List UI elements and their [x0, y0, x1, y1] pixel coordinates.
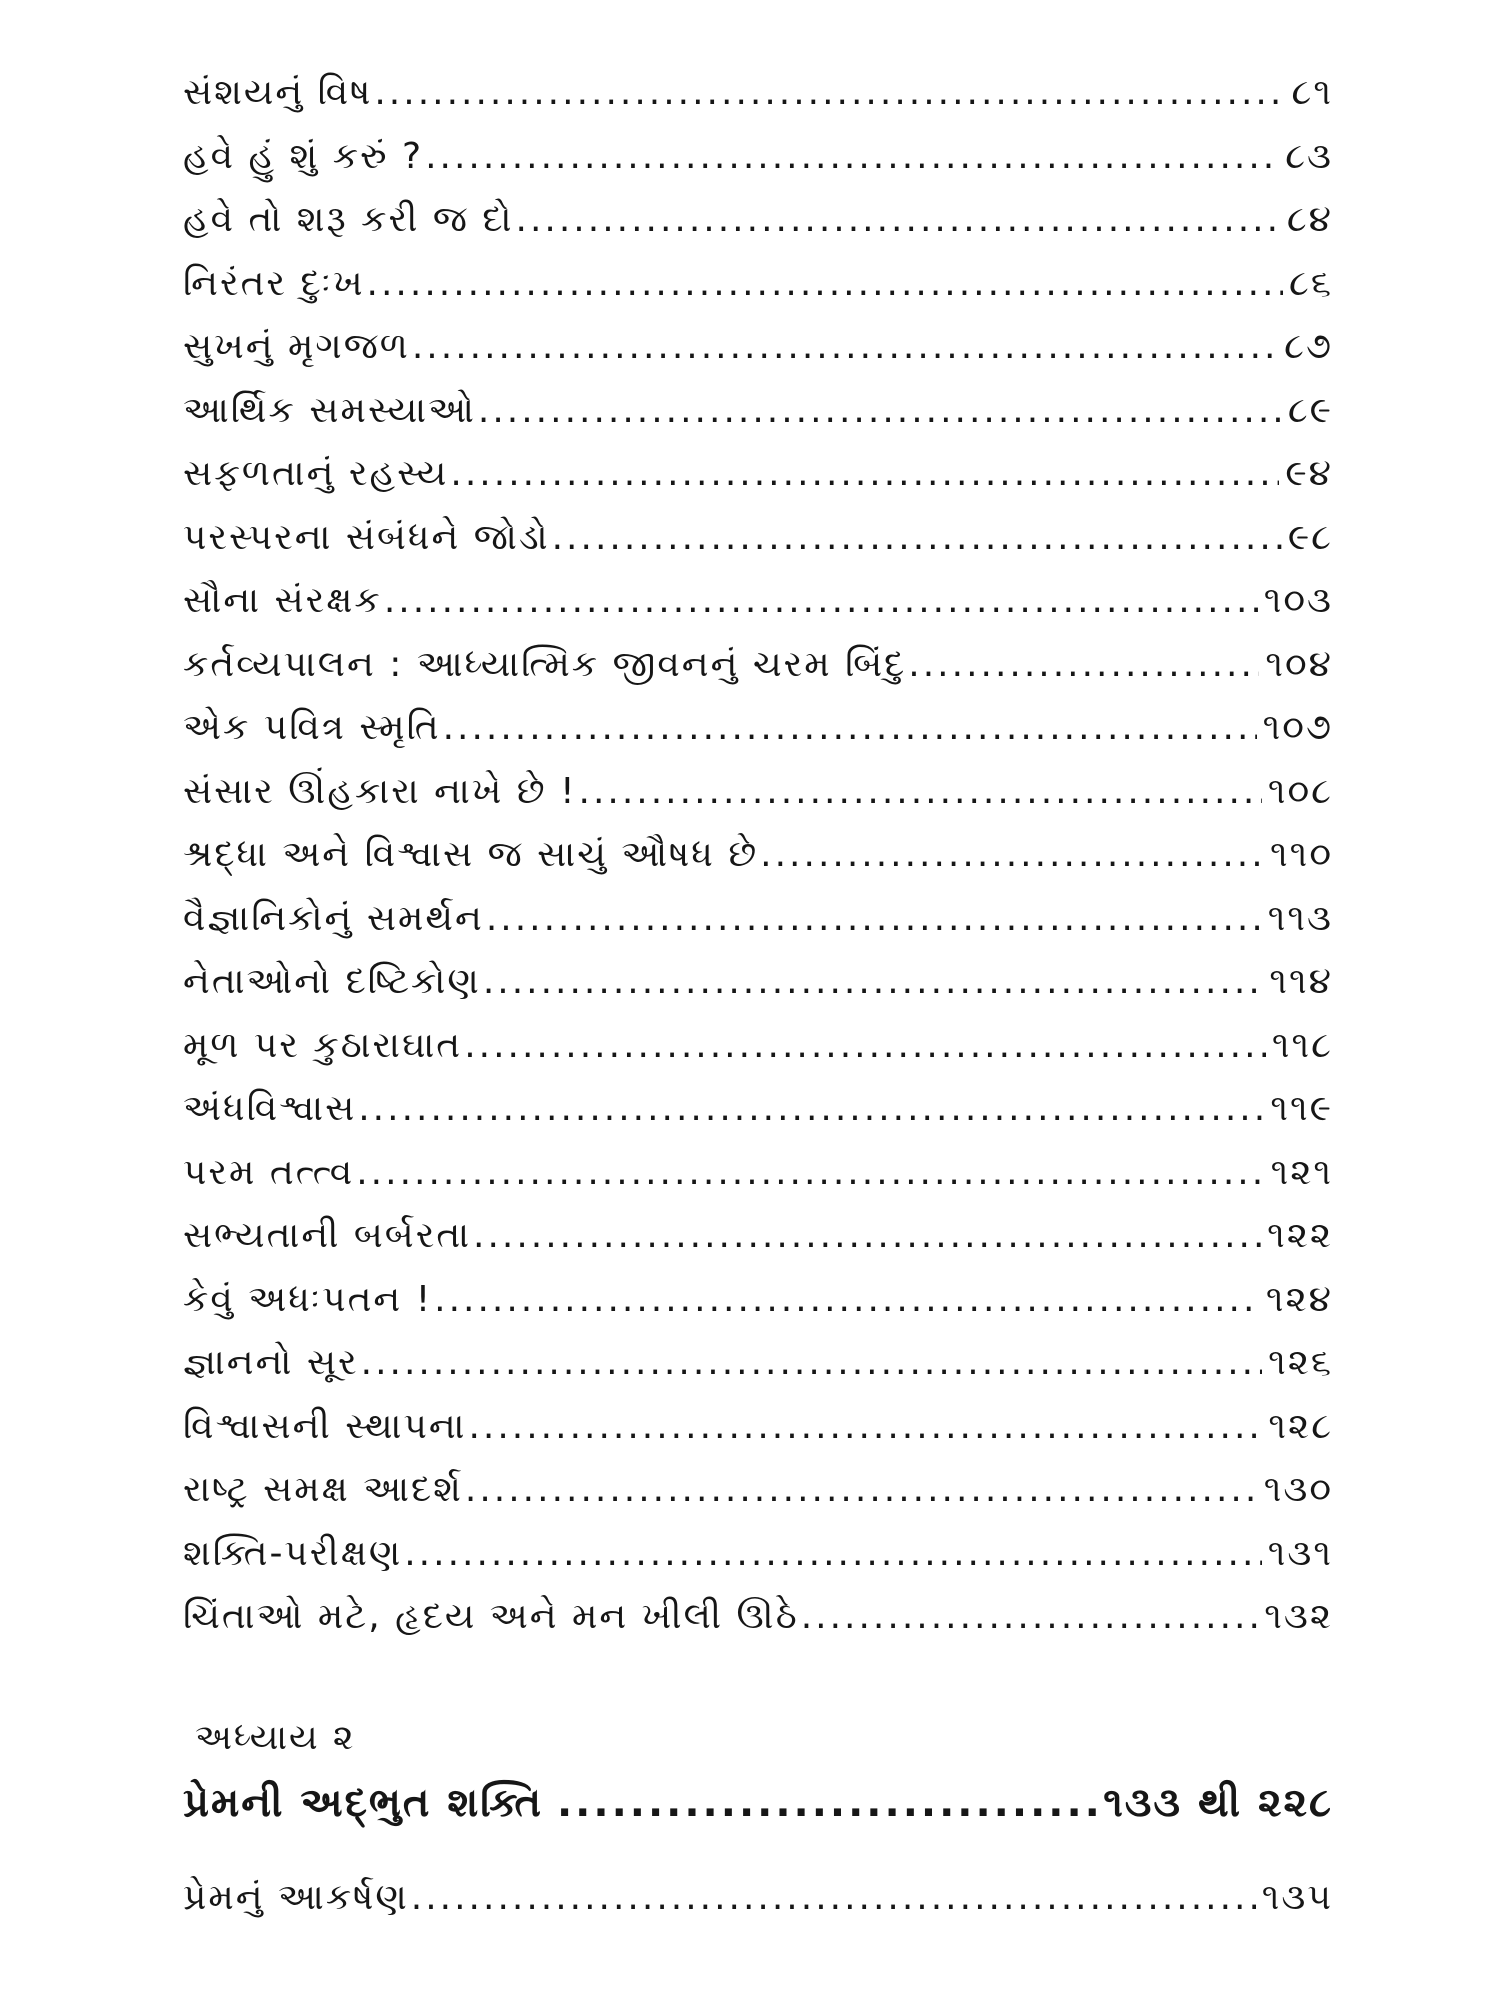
leader-dots — [384, 580, 1258, 621]
leader-dots — [486, 898, 1262, 939]
toc-entry — [183, 1342, 1333, 1406]
leader-dots — [425, 136, 1279, 177]
toc-entry-page: ૧૨૧ — [1270, 1151, 1333, 1193]
leader-dots — [367, 263, 1283, 304]
toc-entry — [183, 390, 1333, 454]
leader-dots — [434, 1279, 1260, 1320]
toc-entry-page: ૧૨૬ — [1268, 1342, 1333, 1383]
leader-dots — [552, 517, 1282, 558]
leader-dots — [465, 1469, 1258, 1510]
toc-entry-page: ૧૩૫ — [1261, 1877, 1333, 1918]
toc-entry — [183, 1279, 1333, 1343]
toc-entry-title: નિરંતર દુઃખ — [183, 262, 365, 304]
toc-entry-page: ૧૧૮ — [1271, 1024, 1333, 1066]
toc-entry-title: પરસ્પરના સંબંધને જોડો — [183, 516, 550, 558]
toc-entry-title: પરમ તત્ત્વ — [183, 1151, 355, 1193]
leader-dots — [473, 1215, 1261, 1256]
toc-entry-title: મૂળ પર કુઠારાઘાત — [183, 1024, 463, 1066]
chapter-heading — [183, 1780, 1333, 1826]
toc-entry — [183, 1406, 1333, 1470]
leader-dots — [516, 199, 1281, 240]
toc-entry — [183, 1025, 1333, 1089]
leader-dots — [483, 961, 1264, 1002]
toc-entry-page: ૮૬ — [1289, 262, 1333, 304]
toc-entry-page: ૧૦૮ — [1267, 770, 1333, 812]
toc-entry — [183, 580, 1333, 644]
toc-entry-title: ચિંતાઓ મટે, હૃદય અને મન ખીલી ઊઠે — [183, 1596, 799, 1637]
toc-entry-title: સફળતાનું રહસ્ય — [183, 453, 449, 494]
toc-entry-title: સુખનું મૃગજળ — [183, 326, 410, 367]
leader-dots — [356, 1152, 1264, 1193]
toc-entry-page: ૮૧ — [1291, 72, 1333, 113]
leader-dots — [579, 771, 1262, 812]
toc-entry-page: ૧૧૦ — [1270, 834, 1333, 875]
toc-entry-page: ૧૧૯ — [1270, 1088, 1333, 1129]
leader-dots — [443, 707, 1257, 748]
toc-entry-page: ૧૩૨ — [1264, 1596, 1333, 1637]
toc-entry — [183, 644, 1333, 708]
leader-dots — [801, 1596, 1259, 1637]
toc-entry-page: ૧૨૨ — [1267, 1215, 1333, 1256]
chapter-title: પ્રેમની અદ્‌ભુત શક્તિ — [183, 1780, 543, 1826]
toc-entry-title: જ્ઞાનનો સૂર — [183, 1342, 359, 1383]
leader-dots — [450, 453, 1279, 494]
leader-dots — [478, 390, 1282, 431]
toc-entry-title: અંધવિશ્વાસ — [183, 1088, 357, 1129]
leader-dots — [358, 1088, 1264, 1129]
toc-entry-title: સંશયનું વિષ — [183, 72, 373, 113]
toc-entry-title: સંસાર ઊંહકારા નાખે છે ! — [183, 770, 577, 812]
leader-dots — [374, 72, 1285, 113]
chapter-label: અધ્યાય ૨ — [195, 1718, 356, 1758]
toc-entry-title: આર્થિક સમસ્યાઓ — [183, 389, 476, 431]
toc-entry-title: હવે તો શરૂ કરી જ દો — [183, 199, 514, 240]
toc-entry — [183, 1596, 1333, 1660]
toc-entry-page: ૧૩૦ — [1263, 1469, 1333, 1510]
toc-entry-title: એક પવિત્ર સ્મૃતિ — [183, 707, 441, 748]
toc-entry — [183, 1877, 1333, 1941]
toc-entry-page: ૮૪ — [1286, 199, 1333, 240]
toc-entry-title: શક્તિ-પરીક્ષણ — [183, 1532, 403, 1574]
toc-entry-page: ૮૩ — [1285, 135, 1333, 177]
toc-entry-page: ૧૨૪ — [1265, 1278, 1333, 1320]
toc-entry-page: ૧૩૧ — [1267, 1532, 1333, 1574]
toc-entry-page: ૮૯ — [1287, 389, 1333, 431]
toc-entry-title: નેતાઓનો દષ્ટિકોણ — [183, 961, 481, 1002]
toc-entry-page: ૧૨૮ — [1268, 1405, 1333, 1447]
toc-entry — [183, 72, 1333, 136]
toc-entry-title: રાષ્ટ્ર સમક્ષ આદર્શ — [183, 1469, 463, 1510]
leader-dots — [557, 1780, 1097, 1826]
toc-entry-title: વૈજ્ઞાનિકોનું સમર્થન — [183, 897, 484, 939]
toc-entry-title: કર્તવ્યપાલન : આધ્યાત્મિક જીવનનું ચરમ બિંદુ — [183, 643, 907, 685]
toc-entry-page: ૮૭ — [1284, 326, 1333, 367]
toc-entry — [183, 707, 1333, 771]
toc-entry — [183, 453, 1333, 517]
toc-entry — [183, 1469, 1333, 1533]
toc-entry — [183, 136, 1333, 200]
toc-entry-title: શ્રદ્ધા અને વિશ્વાસ જ સાચું ઔષધ છે — [183, 834, 759, 875]
toc-entry — [183, 1215, 1333, 1279]
toc-entry — [183, 898, 1333, 962]
toc-entry-title: સભ્યતાની બર્બરતા — [183, 1215, 472, 1256]
toc-entry-page: ૧૦૪ — [1265, 643, 1333, 685]
toc-entry — [183, 1088, 1333, 1152]
toc-entry — [183, 517, 1333, 581]
leader-dots — [464, 1025, 1266, 1066]
toc-entry — [183, 961, 1333, 1025]
toc-entry-page: ૧૧૩ — [1267, 897, 1333, 939]
leader-dots — [411, 1877, 1256, 1918]
leader-dots — [908, 644, 1259, 685]
toc-entry-title: વિશ્વાસની સ્થાપના — [183, 1405, 467, 1447]
toc-entry — [183, 834, 1333, 898]
leader-dots — [361, 1342, 1262, 1383]
leader-dots — [412, 326, 1278, 367]
toc-entry-page: ૧૦૭ — [1262, 707, 1333, 748]
chapter-page-range: ૧૩૩ થી ૨૨૮ — [1103, 1780, 1333, 1826]
toc-entry-page: ૯૪ — [1285, 453, 1333, 494]
toc-entry — [183, 1533, 1333, 1597]
toc-entry-page: ૧૧૪ — [1269, 961, 1333, 1002]
toc-entry-page: ૯૮ — [1287, 516, 1333, 558]
toc-entry-title: હવે હું શું કરું ? — [183, 135, 424, 177]
leader-dots — [404, 1533, 1262, 1574]
toc-entry — [183, 263, 1333, 327]
toc-entry-title: સૌના સંરક્ષક — [183, 580, 382, 621]
leader-dots — [760, 834, 1264, 875]
table-of-contents — [183, 72, 1333, 1660]
toc-entry — [183, 1152, 1333, 1216]
toc-entry — [183, 771, 1333, 835]
toc-entry — [183, 199, 1333, 263]
toc-entry-title: પ્રેમનું આકર્ષણ — [183, 1877, 409, 1918]
toc-entry-title: કેવું અધઃપતન ! — [183, 1278, 433, 1320]
toc-entry-page: ૧૦૩ — [1263, 580, 1333, 621]
leader-dots — [468, 1406, 1262, 1447]
toc-entry — [183, 326, 1333, 390]
